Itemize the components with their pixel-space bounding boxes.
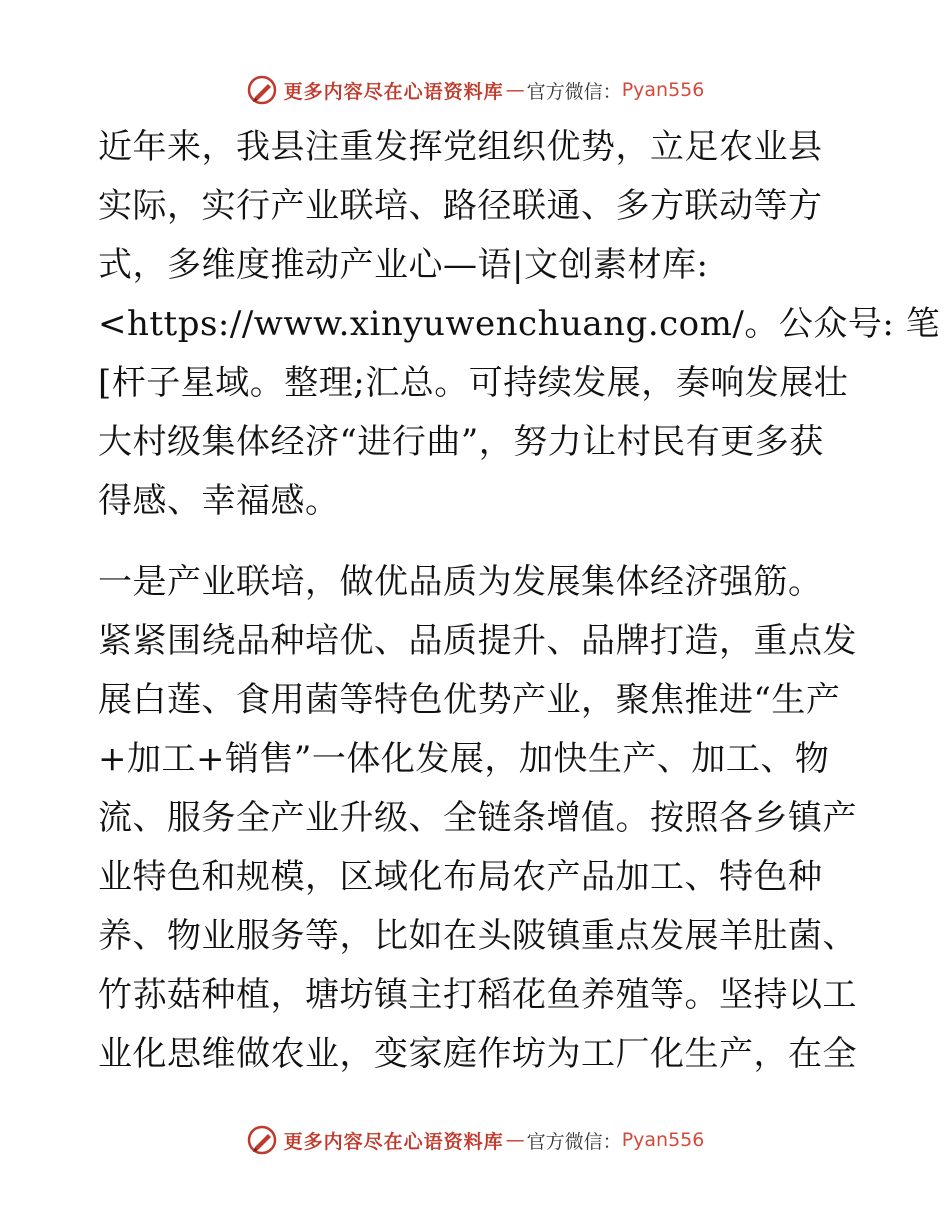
header-banner <box>0 70 950 110</box>
footer-separator: — <box>505 1129 525 1151</box>
paragraph-line: 流、服务全产业升级、全链条增值。按照各乡镇产 <box>98 798 857 838</box>
paragraph-line: 大村级集体经济“进行曲”，努力让村民有更多获 <box>98 422 824 462</box>
header-wechat-label: 官方微信： <box>526 80 622 103</box>
footer-wechat-label: 官方微信： <box>526 1130 622 1153</box>
paragraph-1 <box>98 118 941 531</box>
header-site-text: 更多内容尽在心语资料库 <box>283 80 504 103</box>
paragraph-line: [杆子星域。整理;汇总。可持续发展，奏响发展壮 <box>98 363 849 403</box>
paragraph-line: 展白莲、食用菌等特色优势产业，聚焦推进“生产 <box>98 680 841 720</box>
paragraph-line: 式，多维度推动产业心—语|文创素材库: <box>98 245 709 285</box>
header-wechat-id: Pyan556 <box>621 79 705 101</box>
paragraph-line: 近年来，我县注重发挥党组织优势，立足农业县 <box>98 127 823 167</box>
paragraph-line: 业化思维做农业，变家庭作坊为工厂化生产，在全 <box>98 1034 857 1074</box>
paragraph-line: +加工+销售”一体化发展，加快生产、加工、物 <box>98 739 830 779</box>
footer-site-text: 更多内容尽在心语资料库 <box>283 1130 504 1153</box>
paragraph-line: 养、物业服务等，比如在头陂镇重点发展羊肚菌、 <box>98 916 857 956</box>
paragraph-line: 竹荪菇种植，塘坊镇主打稻花鱼养殖等。坚持以工 <box>98 975 857 1015</box>
footer-wechat-id: Pyan556 <box>621 1129 705 1151</box>
paragraph-line: 业特色和规模，区域化布局农产品加工、特色种 <box>98 857 823 897</box>
pen-logo-icon <box>246 74 278 106</box>
paragraph-line: <https://www.xinyuwenchuang.com/。公众号: 笔 <box>98 304 941 344</box>
pen-logo-icon <box>246 1124 278 1156</box>
paragraph-line: 一是产业联培，做优品质为发展集体经济强筋。 <box>98 562 823 602</box>
footer-banner <box>0 1120 950 1160</box>
paragraph-line: 实际，实行产业联培、路径联通、多方联动等方 <box>98 186 823 226</box>
paragraph-line: 得感、幸福感。 <box>98 481 340 521</box>
paragraph-2 <box>98 553 858 1084</box>
header-separator: — <box>505 79 525 101</box>
paragraph-line: 紧紧围绕品种培优、品质提升、品牌打造，重点发 <box>98 621 857 661</box>
document-body <box>98 118 941 1084</box>
